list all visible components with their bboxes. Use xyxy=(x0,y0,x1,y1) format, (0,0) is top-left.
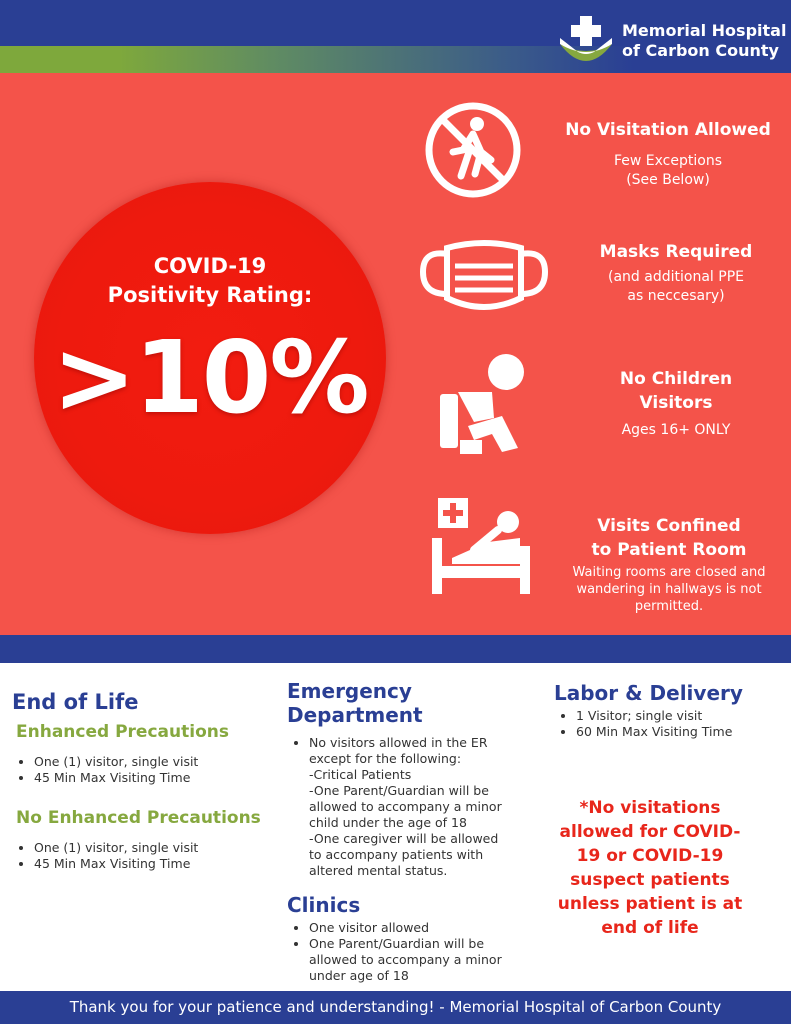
labor-delivery-list xyxy=(554,708,784,740)
rule-confined-sub1: Waiting rooms are closed and xyxy=(572,565,766,580)
clinics-line: allowed to accompany a minor xyxy=(309,952,502,967)
footer-bar xyxy=(0,991,791,1024)
clinics-section xyxy=(287,892,539,984)
emergency-line: -One caregiver will be allowed xyxy=(309,831,499,846)
enhanced-precautions-title: Enhanced Precautions xyxy=(16,722,229,742)
emergency-line: child under the age of 18 xyxy=(309,815,467,830)
warning-line: allowed for COVID- xyxy=(559,822,741,842)
rule-no-visitation-title: No Visitation Allowed xyxy=(565,120,771,140)
warning-line: suspect patients xyxy=(570,870,730,890)
clinics-line: One Parent/Guardian will be xyxy=(309,936,485,951)
emergency-line: to accompany patients with xyxy=(309,847,484,862)
hospital-bed-icon xyxy=(428,494,532,598)
rule-no-visitation-sub2: (See Below) xyxy=(626,172,710,188)
rule-confined-sub3: permitted. xyxy=(634,599,704,614)
emergency-title-line2: Department xyxy=(287,703,423,727)
emergency-line: No visitors allowed in the ER xyxy=(309,735,488,750)
list-item: • 45 Min Max Visiting Time xyxy=(34,856,272,872)
child-icon xyxy=(438,352,530,460)
emergency-line: except for the following: xyxy=(309,751,462,766)
clinics-title: Clinics xyxy=(287,893,361,917)
rule-confined xyxy=(556,514,782,615)
end-of-life-section xyxy=(12,688,272,872)
rule-masks-sub1: (and additional PPE xyxy=(608,269,744,285)
mask-icon xyxy=(417,236,551,322)
end-of-life-title: End of Life xyxy=(12,690,139,714)
rule-confined-title1: Visits Confined xyxy=(597,516,741,536)
warning-line: unless patient is at xyxy=(557,894,743,914)
positivity-value: >10% xyxy=(52,319,368,436)
emergency-list xyxy=(287,735,539,879)
labor-delivery-title: Labor & Delivery xyxy=(554,681,743,705)
warning-line: end of life xyxy=(601,918,699,938)
clinics-line: under age of 18 xyxy=(309,968,409,983)
list-item: • 60 Min Max Visiting Time xyxy=(576,724,784,740)
rule-no-children-sub1: Ages 16+ ONLY xyxy=(621,422,731,438)
rule-no-children-title2: Visitors xyxy=(639,393,713,413)
list-item xyxy=(309,936,539,984)
footer-text: Thank you for your patience and understanding! - Memorial Hospital of Carbon County xyxy=(69,998,722,1016)
rule-masks-sub2: as neccesary) xyxy=(627,288,725,304)
emergency-title-line1: Emergency xyxy=(287,679,412,703)
list-item: • One (1) visitor, single visit xyxy=(34,840,272,856)
warning-line: *No visitations xyxy=(579,798,721,818)
no-enhanced-precautions-title: No Enhanced Precautions xyxy=(16,808,261,828)
rule-no-children xyxy=(576,367,776,440)
no-walking-icon xyxy=(423,100,523,200)
hospital-name-line2: of Carbon County xyxy=(622,41,779,60)
list-item: • One visitor allowed xyxy=(309,920,539,936)
rule-masks-title: Masks Required xyxy=(599,242,753,262)
section-divider-bar xyxy=(0,635,791,663)
rule-no-visitation-sub1: Few Exceptions xyxy=(614,153,722,169)
warning-line: 19 or COVID-19 xyxy=(576,846,724,866)
list-item xyxy=(309,735,539,879)
rule-no-children-title1: No Children xyxy=(619,369,733,389)
list-item: • 45 Min Max Visiting Time xyxy=(34,770,272,786)
rule-no-visitation xyxy=(548,118,788,190)
emergency-section xyxy=(287,679,539,879)
covid-warning xyxy=(545,796,755,940)
clinics-list xyxy=(287,920,539,984)
enhanced-precautions-list xyxy=(12,754,272,786)
rule-confined-sub2: wandering in hallways is not xyxy=(576,582,762,597)
no-enhanced-precautions-list xyxy=(12,840,272,872)
positivity-title-line1: COVID-19 xyxy=(153,254,267,278)
hospital-name xyxy=(622,21,786,61)
emergency-line: altered mental status. xyxy=(309,863,448,878)
list-item: • One (1) visitor, single visit xyxy=(34,754,272,770)
hospital-name-line1: Memorial Hospital xyxy=(622,21,787,40)
emergency-line: allowed to accompany a minor xyxy=(309,799,502,814)
list-item: • 1 Visitor; single visit xyxy=(576,708,784,724)
emergency-line: -Critical Patients xyxy=(309,767,412,782)
positivity-title-line2: Positivity Rating: xyxy=(107,283,313,307)
positivity-title xyxy=(34,252,386,310)
rule-masks xyxy=(576,240,776,306)
labor-delivery-section xyxy=(554,680,784,740)
rule-confined-title2: to Patient Room xyxy=(591,540,747,560)
emergency-line: -One Parent/Guardian will be xyxy=(309,783,489,798)
